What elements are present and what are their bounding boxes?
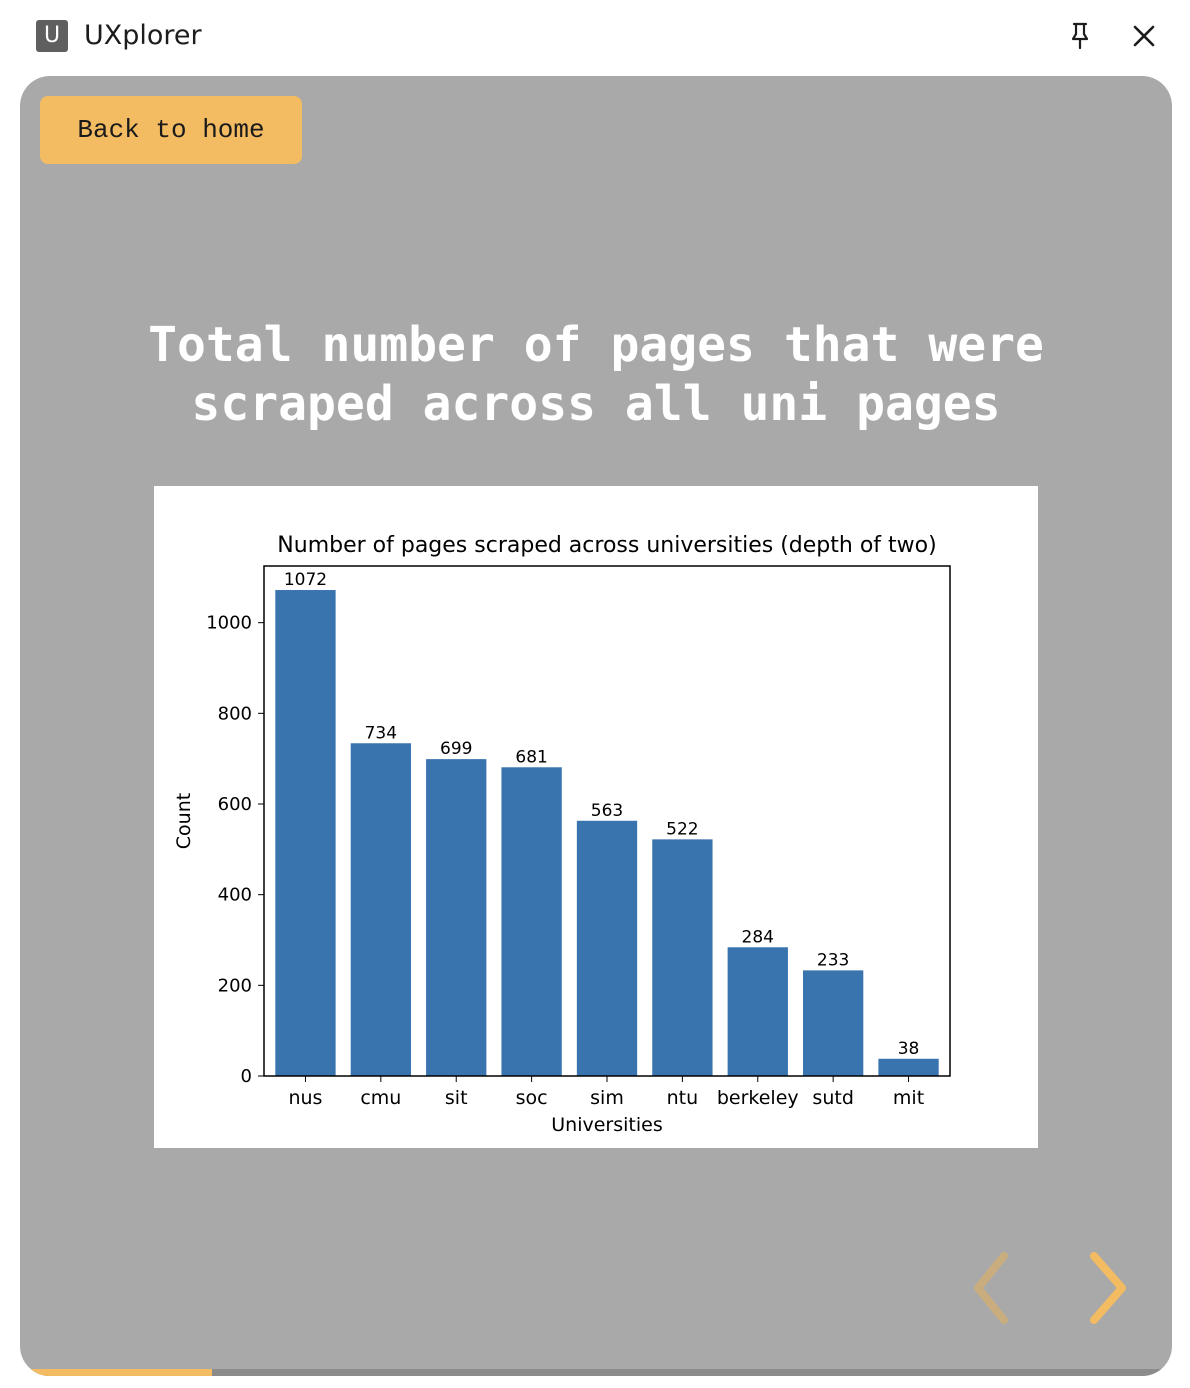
x-tick-label-nus: nus [288, 1087, 323, 1109]
data-label-sim: 563 [590, 800, 624, 821]
bar-mit [878, 1059, 938, 1076]
y-tick-label: 800 [217, 703, 252, 725]
page-heading: Total number of pages that were scraped across all uni pages [148, 317, 1044, 432]
data-label-cmu: 734 [364, 723, 398, 744]
previous-slide-button[interactable] [966, 1248, 1026, 1328]
chevron-right-icon [1080, 1248, 1140, 1328]
progress-bar [20, 1369, 1172, 1376]
x-tick-label-sutd: sutd [812, 1087, 854, 1109]
y-tick-label: 0 [240, 1066, 252, 1087]
bar-chart [154, 486, 1038, 1148]
x-tick-label-mit: mit [892, 1087, 925, 1109]
data-label-nus: 1072 [283, 570, 328, 591]
slide-panel [20, 76, 1172, 1376]
close-icon [1128, 20, 1160, 52]
bar-berkeley [728, 947, 788, 1076]
data-label-sutd: 233 [816, 950, 850, 971]
app-logo-icon: U [36, 20, 68, 52]
x-tick-label-sim: sim [590, 1087, 624, 1109]
bar-cmu [351, 743, 411, 1076]
data-label-ntu: 522 [666, 819, 699, 840]
back-to-home-button[interactable]: Back to home [40, 96, 302, 164]
data-label-soc: 681 [515, 747, 548, 768]
bar-sim [577, 821, 637, 1076]
pin-button[interactable] [1064, 20, 1096, 52]
x-tick-label-sit: sit [444, 1087, 468, 1109]
bar-nus [275, 590, 335, 1076]
bar-sit [426, 759, 486, 1076]
y-tick-label: 1000 [206, 612, 252, 634]
y-tick-label: 400 [217, 884, 252, 906]
x-tick-label-soc: soc [515, 1087, 548, 1109]
close-button[interactable] [1128, 20, 1160, 52]
title-bar [0, 0, 1190, 75]
data-label-mit: 38 [897, 1038, 920, 1059]
progress-fill [20, 1369, 212, 1376]
x-tick-label-cmu: cmu [360, 1087, 402, 1109]
next-slide-button[interactable] [1080, 1248, 1140, 1328]
x-tick-label-berkeley: berkeley [716, 1087, 799, 1109]
bar-ntu [652, 839, 712, 1076]
chart-title: Number of pages scraped across universities (depth of two) [277, 533, 937, 558]
x-axis-label: Universities [551, 1114, 663, 1136]
bar-sutd [803, 970, 863, 1076]
data-label-berkeley: 284 [741, 927, 774, 948]
x-tick-label-ntu: ntu [666, 1087, 699, 1109]
y-tick-label: 200 [217, 975, 252, 997]
data-label-sit: 699 [440, 739, 473, 760]
y-axis-label: Count [173, 792, 195, 850]
chart-container [154, 486, 1038, 1148]
chevron-left-icon [966, 1248, 1026, 1328]
pin-icon [1064, 20, 1096, 52]
y-tick-label: 600 [217, 794, 252, 815]
bar-soc [501, 767, 561, 1076]
app-title: UXplorer [84, 20, 202, 51]
